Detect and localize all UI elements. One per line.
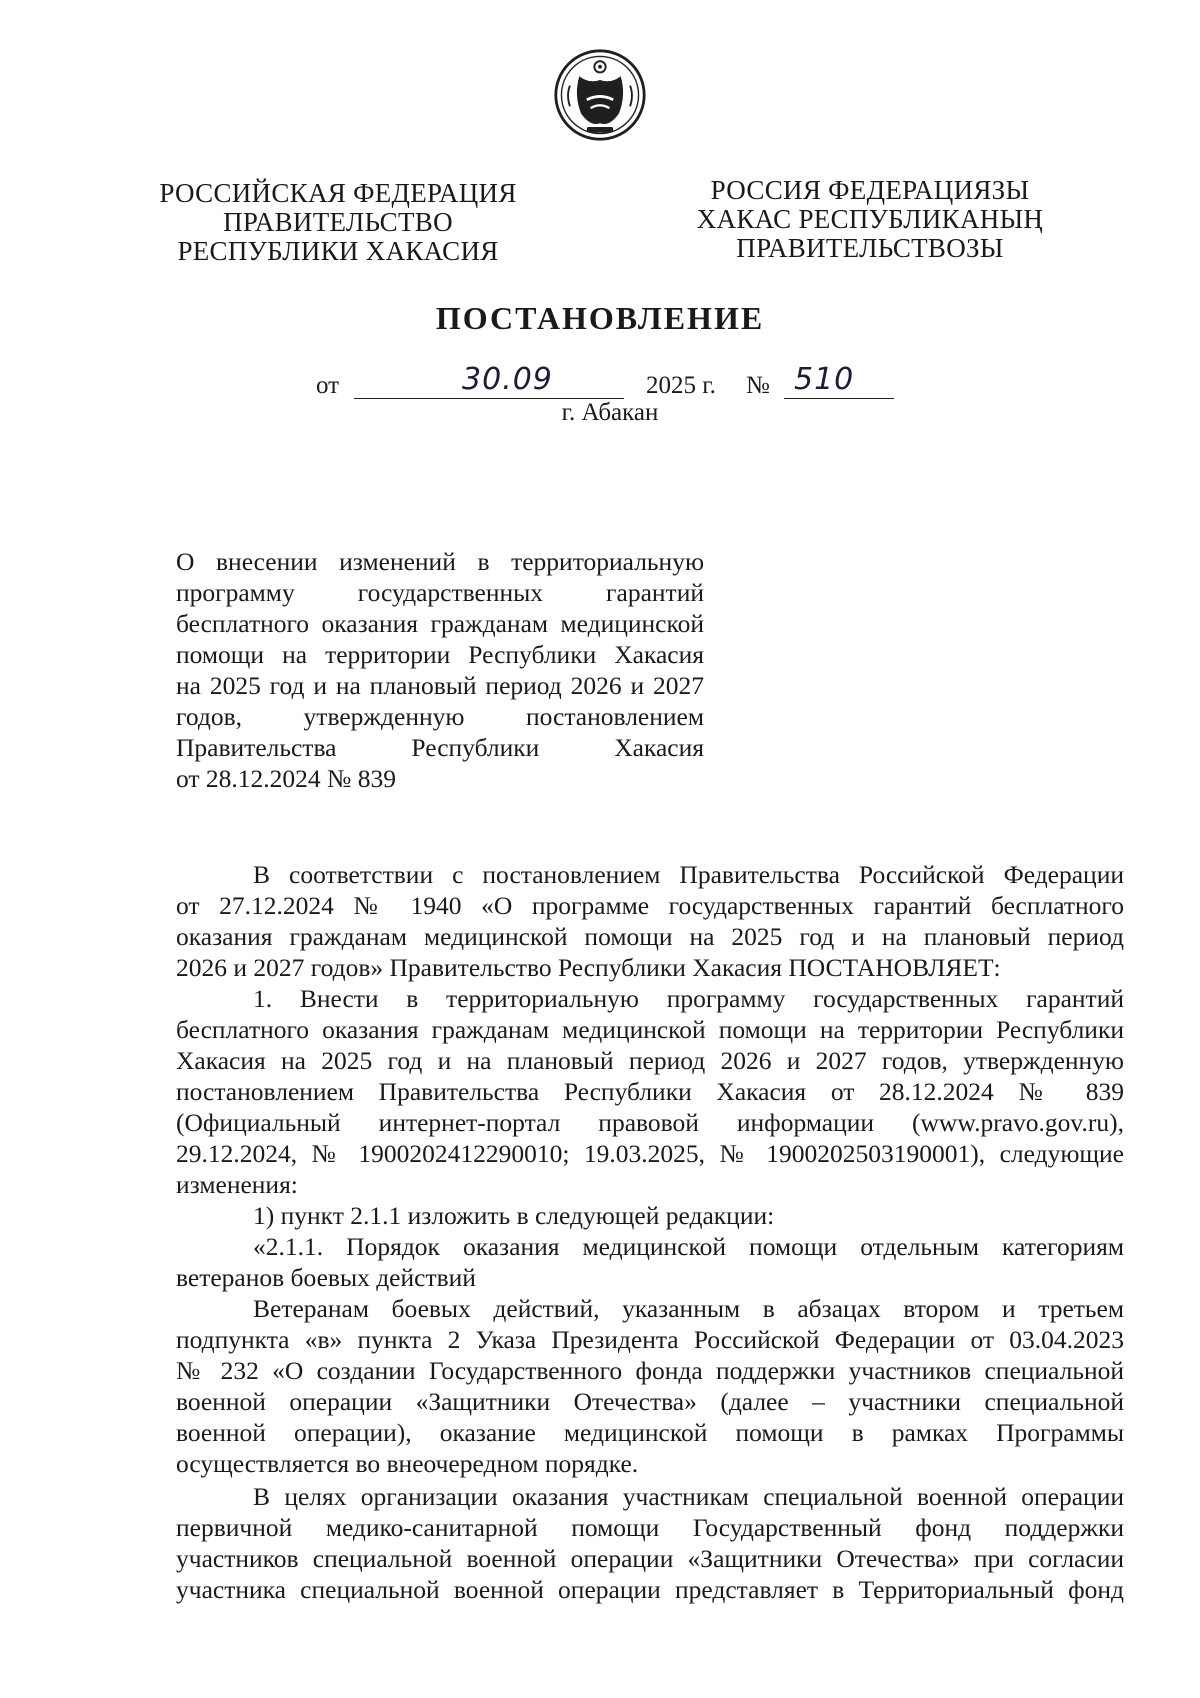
body-line: постановлением Правительства Республики Хакасия от 28.12.2024 № 839: [176, 1077, 1124, 1106]
handwritten-number: 510: [794, 362, 855, 397]
body-line: 2026 и 2027 годов» Правительство Республики Хакасия ПОСТАНОВЛЯЕТ:: [176, 953, 1001, 982]
subject-line: Правительства Республики Хакасия: [176, 733, 704, 762]
handwritten-date: 30.09: [462, 362, 553, 397]
document-title: ПОСТАНОВЛЕНИЕ: [435, 300, 765, 336]
header-left-line: РОССИЙСКАЯ ФЕДЕРАЦИЯ: [159, 178, 517, 208]
subject-line: О внесении изменений в территориальную: [176, 547, 704, 576]
body-line: 29.12.2024, № 1900202412290010; 19.03.2025, № 1900202503190001), следующие: [176, 1139, 1124, 1168]
body-line: ветеранов боевых действий: [176, 1263, 476, 1292]
subject-line: на 2025 год и на плановый период 2026 и 2027: [176, 671, 704, 700]
header-right-line: ХАКАС РЕСПУБЛИКАНЫҢ: [696, 204, 1044, 234]
body-line: бесплатного оказания гражданам медицинской помощи на территории Республики: [176, 1015, 1124, 1044]
body-line: «2.1.1. Порядок оказания медицинской помощи отдельным категориям: [253, 1232, 1124, 1261]
header-right-line: ПРАВИТЕЛЬСТВОЗЫ: [736, 233, 1004, 263]
date-number-line: [316, 362, 916, 402]
body-line: участников специальной военной операции «Защитники Отечества» при согласии: [176, 1544, 1124, 1573]
body-line: осуществляется во внеочередном порядке.: [176, 1449, 639, 1478]
header-right-line: РОССИЯ ФЕДЕРАЦИЯЗЫ: [710, 175, 1030, 205]
city-name: г. Абакан: [561, 399, 659, 426]
header-left-line: РЕСПУБЛИКИ ХАКАСИЯ: [177, 236, 499, 266]
body-line: 1. Внести в территориальную программу государственных гарантий: [253, 984, 1124, 1013]
year-text: 2025 г.: [646, 372, 716, 399]
body-line: первичной медико-санитарной помощи Государственный фонд поддержки: [176, 1513, 1124, 1542]
subject-line: годов, утвержденную постановлением: [176, 702, 704, 731]
coat-of-arms-emblem: [553, 48, 647, 142]
header-right-khakas: [690, 176, 1050, 263]
subject-line: программу государственных гарантий: [176, 578, 704, 607]
date-prefix: от: [316, 372, 340, 399]
subject-line: от 28.12.2024 № 839: [176, 764, 397, 793]
body-line: военной операции), оказание медицинской помощи в рамках Программы: [176, 1418, 1124, 1447]
document-body: [176, 859, 1124, 1605]
body-line: военной операции «Защитники Отечества» (далее – участники специальной: [176, 1387, 1124, 1416]
body-line: от 27.12.2024 № 1940 «О программе государственных гарантий бесплатного: [176, 891, 1124, 920]
body-line: (Официальный интернет-портал правовой информации (www.pravo.gov.ru),: [176, 1108, 1124, 1137]
body-line: Хакасия на 2025 год и на плановый период 2026 и 2027 годов, утвержденную: [176, 1046, 1124, 1075]
number-sign: №: [746, 372, 770, 399]
body-line: 1) пункт 2.1.1 изложить в следующей редакции:: [253, 1201, 775, 1230]
body-line: В соответствии с постановлением Правительства Российской Федерации: [253, 860, 1124, 889]
body-line: подпункта «в» пункта 2 Указа Президента Российской Федерации от 03.04.2023: [176, 1325, 1124, 1354]
header-left-russian: [150, 179, 526, 266]
body-line: В целях организации оказания участникам специальной военной операции: [253, 1482, 1124, 1511]
subject-line: бесплатного оказания гражданам медицинской: [176, 609, 704, 638]
subject-line: помощи на территории Республики Хакасия: [176, 640, 704, 669]
document-subject: [176, 546, 704, 794]
body-line: изменения:: [176, 1170, 298, 1199]
header-left-line: ПРАВИТЕЛЬСТВО: [223, 207, 453, 237]
body-line: оказания гражданам медицинской помощи на 2025 год и на плановый период: [176, 922, 1124, 951]
body-line: № 232 «О создании Государственного фонда поддержки участников специальной: [176, 1356, 1124, 1385]
body-line: Ветеранам боевых действий, указанным в абзацах втором и третьем: [253, 1294, 1124, 1323]
body-line: участника специальной военной операции представляет в Территориальный фонд: [176, 1575, 1124, 1604]
